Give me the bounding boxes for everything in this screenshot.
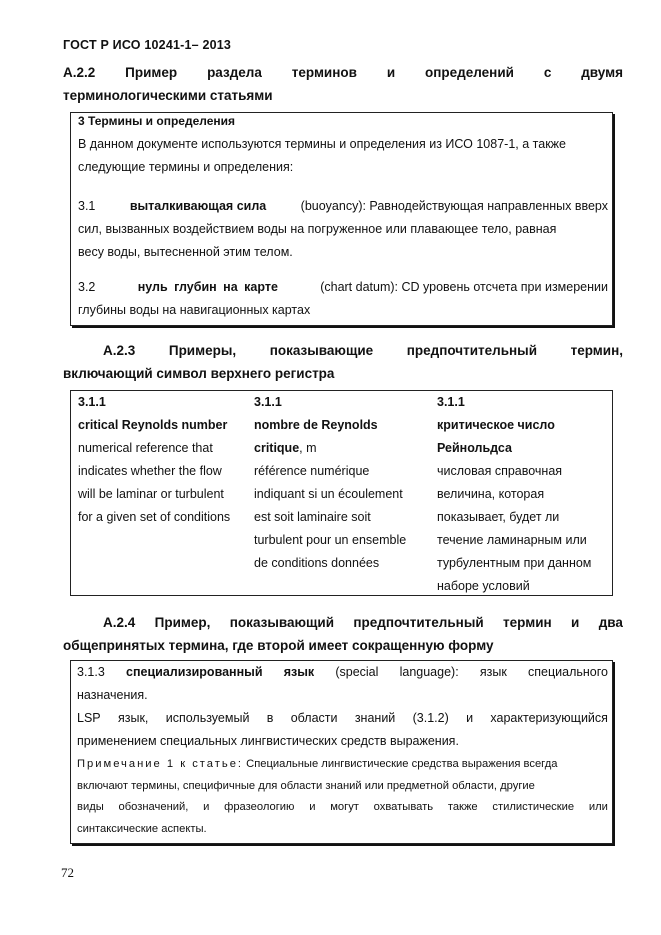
cross-reference: (3.1.2) [412, 711, 449, 725]
word: знаний [354, 711, 396, 725]
word: и [466, 711, 474, 725]
term-number: 3.1.1 [254, 395, 282, 409]
text-line: indiquant si un écoulement [254, 487, 403, 501]
heading-line: общепринятых термина, где второй имеет сокращенную форму [63, 638, 494, 653]
term-number: 3.1.3 [77, 665, 105, 679]
multilingual-term-table [70, 390, 613, 596]
word: и [203, 801, 210, 813]
text-line: назначения. [77, 688, 148, 702]
heading-word: терминов [291, 65, 357, 80]
term-entry-3-1-3 [77, 661, 608, 753]
term-name: выталкивающая сила [129, 199, 267, 213]
term-entry-3-2 [78, 276, 608, 322]
example-box-abbreviated-term [70, 660, 613, 844]
heading-word: Пример [125, 65, 178, 80]
word: также [447, 801, 478, 813]
text-line [77, 661, 608, 684]
heading-word: Примеры, [168, 343, 237, 358]
word: специального [528, 665, 608, 679]
heading-word: А.2.3 [103, 343, 136, 358]
text-line: est soit laminaire soit [254, 510, 371, 524]
term-definition: (buoyancy): Равнодействующая направленных вверх [300, 199, 608, 213]
text-line: включают термины, специфичные для области знаний или предметной области, другие [77, 779, 535, 792]
term-number: 3.1 [78, 199, 96, 213]
term-number: 3.2 [78, 280, 96, 294]
abbreviation: LSP [77, 711, 101, 725]
term-entry-3-1 [78, 195, 608, 264]
heading-word: предпочтительный [406, 343, 538, 358]
text-line: référence numérique [254, 464, 370, 478]
term-name: critical Reynolds number [78, 418, 228, 432]
heading-word: и [571, 615, 580, 630]
term-name: critique [254, 441, 300, 455]
text-line: сил, вызванных воздействием воды на погруженное или плавающее тело, равная [78, 222, 557, 236]
text-line: глубины воды на навигационных картах [78, 303, 311, 317]
word: (special [335, 665, 379, 679]
term-name: nombre de Reynolds [254, 418, 378, 432]
text-line: течение ламинарным или [437, 533, 587, 547]
text-line: for a given set of conditions [78, 510, 231, 524]
term-name: критическое число [437, 418, 555, 432]
text-line: показывает, будет ли [437, 510, 560, 524]
text-line: наборе условий [437, 579, 530, 593]
note-label: Примечание 1 к статье: [77, 758, 244, 770]
text-line: синтаксические аспекты. [77, 822, 207, 835]
word: фразеологию [224, 801, 295, 813]
heading-word: А.2.2 [63, 65, 96, 80]
text-line: применением специальных лингвистических средств выражения. [77, 734, 459, 748]
word: язык [479, 665, 507, 679]
word: могут [330, 801, 359, 813]
heading-word: А.2.4 [103, 615, 136, 630]
document-header: ГОСТ Р ИСО 10241-1– 2013 [63, 38, 232, 52]
text-line: В данном документе используются термины и определения из ИСО 1087-1, а также [78, 137, 566, 151]
term-definition: (chart datum): CD уровень отсчета при измерении [320, 280, 608, 294]
note-text: Специальные лингвистические средства выражения всегда [246, 758, 558, 770]
heading-word: с [543, 65, 552, 80]
heading-word: два [598, 615, 623, 630]
heading-line [63, 61, 623, 84]
intro-text [78, 133, 608, 179]
section-heading-a24 [63, 611, 623, 657]
word: характеризующийся [490, 711, 608, 725]
text-line [77, 754, 608, 776]
word: виды [77, 801, 104, 813]
word: в [266, 711, 274, 725]
text-line: de conditions données [254, 556, 380, 570]
text-line: numerical reference that [78, 441, 213, 455]
word: стилистические [492, 801, 575, 813]
word: обозначений, [118, 801, 189, 813]
term-name: нуль глубин на карте [137, 280, 278, 294]
heading-word: раздела [207, 65, 262, 80]
text-line [77, 797, 608, 819]
term-name: язык [283, 665, 315, 679]
heading-word: определений [425, 65, 514, 80]
example-box-terms [70, 112, 613, 326]
text-line: весу воды, вытесненной этим телом. [78, 245, 293, 259]
text-line: числовая справочная [437, 464, 563, 478]
page-number: 72 [61, 865, 74, 880]
heading-line: включающий символ верхнего регистра [63, 366, 335, 381]
word: или [588, 801, 608, 813]
word: охватывать [373, 801, 434, 813]
term-number: 3.1.1 [78, 395, 106, 409]
term-number: 3.1.1 [437, 395, 465, 409]
text-line: турбулентным при данном [437, 556, 592, 570]
text-line [78, 276, 608, 299]
word: language): [399, 665, 459, 679]
text-line: величина, которая [437, 487, 545, 501]
heading-word: термин, [570, 343, 623, 358]
heading-word: и [386, 65, 396, 80]
heading-word: предпочтительный [353, 615, 484, 630]
heading-word: показывающий [229, 615, 334, 630]
heading-line [63, 339, 623, 362]
heading-word: показывающие [269, 343, 374, 358]
section-heading-a23 [63, 339, 623, 385]
heading-word: термин [503, 615, 552, 630]
text-line: turbulent pour un ensemble [254, 533, 407, 547]
section-heading-a22 [63, 61, 623, 107]
word: язык, [117, 711, 149, 725]
heading-word: двумя [581, 65, 623, 80]
text-line: will be laminar or turbulent [78, 487, 224, 501]
text-line: следующие термины и определения: [78, 160, 294, 174]
heading-line: терминологическими статьями [63, 88, 273, 103]
column-french [254, 391, 429, 575]
text-line [78, 195, 608, 218]
box-title: 3 Термины и определения [78, 114, 236, 128]
term-name: Рейнольдса [437, 441, 512, 455]
column-russian [437, 391, 607, 598]
text-line: indicates whether the flow [78, 464, 222, 478]
note-to-entry [77, 754, 608, 840]
heading-line [63, 611, 623, 634]
word: и [309, 801, 316, 813]
heading-word: Пример, [154, 615, 211, 630]
term-name: специализированный [126, 665, 263, 679]
word: области [290, 711, 338, 725]
grammatical-gender: , m [299, 441, 317, 455]
word: используемый [165, 711, 250, 725]
term-name-line [254, 437, 429, 460]
column-english [78, 391, 248, 529]
text-line [77, 707, 608, 730]
